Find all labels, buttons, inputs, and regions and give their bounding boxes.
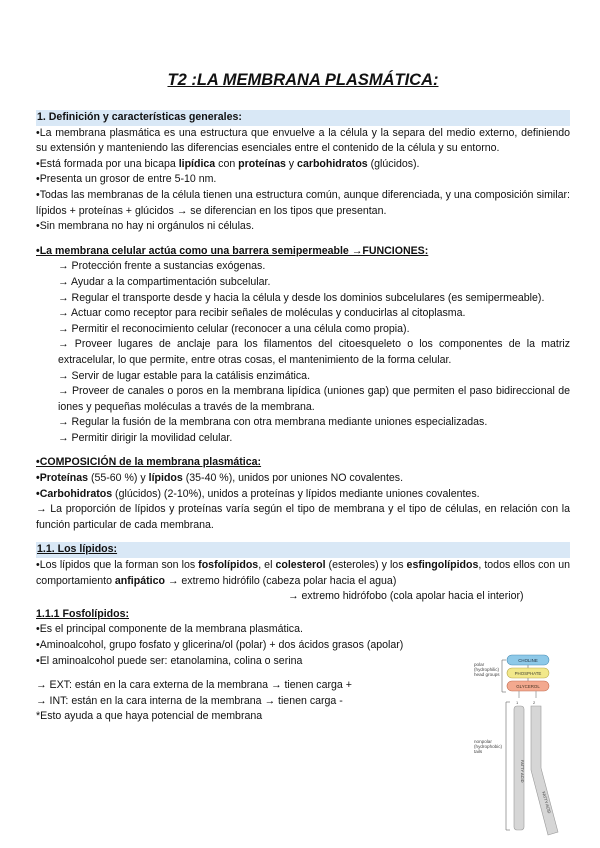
paragraph: •La membrana plasmática es una estructura que envuelve a la célula y la separa del medio externo, definiendo su extensión y manteniendo las diferencias esenciales entre el contenido de la célula y su entorno.: [36, 126, 570, 155]
paragraph: •Proteínas (55-60 %) y lípidos (35-40 %), unidos por uniones NO covalentes.: [36, 472, 404, 485]
fatty-acid-tail-2: [531, 706, 558, 835]
paragraph: •Carbohidratos (glúcidos) (2-10%), unidos a proteínas y lípidos mediante uniones covalentes.: [36, 487, 480, 500]
list-item: → Actuar como receptor para recibir señales de moléculas y conducirlas al citoplasma.: [58, 307, 466, 320]
list-item: → Servir de lugar estable para la catálisis enzimática.: [58, 369, 311, 382]
fatty-acid-label-1: FATTY ACID: [520, 760, 525, 783]
paragraph: •Sin membrana no hay ni orgánulos ni células.: [36, 220, 255, 233]
paragraph: •Es el principal componente de la membrana plasmática.: [36, 623, 303, 636]
section-heading-phospholipids: 1.1.1 Fosfolípidos:: [36, 607, 130, 620]
section-heading-functions: •La membrana celular actúa como una barrera semipermeable →FUNCIONES:: [36, 244, 429, 257]
list-item: → Ayudar a la compartimentación subcelular.: [58, 275, 271, 288]
paragraph: *Esto ayuda a que haya potencial de membrana: [36, 710, 263, 723]
section-heading-lipids: 1.1. Los lípidos:: [36, 542, 570, 558]
paragraph: → INT: están en la cara interna de la membrana → tienen carga -: [36, 694, 343, 707]
phospholipid-figure: [470, 650, 580, 840]
document-page: [36, 70, 570, 725]
list-item: → Regular la fusión de la membrana con otra membrana mediante uniones especializadas.: [58, 416, 488, 429]
fatty-acid-label-2: FATTY ACID: [541, 790, 553, 814]
paragraph: •Está formada por una bicapa lipídica con proteínas y carbohidratos (glúcidos).: [36, 157, 420, 170]
glycerol-label: GLYCEROL: [516, 684, 540, 689]
section-heading-composition: •COMPOSICIÓN de la membrana plasmática:: [36, 456, 262, 469]
paragraph: •Aminoalcohol, grupo fosfato y glicerina/ol (polar) + dos ácidos grasos (apolar): [36, 639, 404, 651]
page-title: T2 :LA MEMBRANA PLASMÁTICA:: [167, 71, 439, 89]
phospholipid-diagram: [470, 650, 580, 840]
label-polar-head: polar (hydrophilic) head groups: [474, 662, 500, 677]
paragraph: •Los lípidos que la forman son los fosfolípidos, el colesterol (esteroles) y los esfingolípidos, todos ellos con un comportamiento anfipático → extremo hidrófilo (cabeza polar hacia el agua): [36, 559, 571, 587]
list-item: → Permitir el reconocimiento celular (reconocer a una célula como propia).: [58, 322, 410, 335]
paragraph: → La proporción de lípidos y proteínas varía según el tipo de membrana y el tipo de células, en relación con la función particular de cada membrana.: [36, 503, 570, 531]
label-nonpolar-tails: nonpolar (hydrophobic) tails: [474, 739, 503, 754]
list-item: → Proveer lugares de anclaje para los filamentos del citoesqueleto o los componentes de la matriz extracelular, lo que permite, entre otras cosas, el mantenimiento de la forma celular.: [58, 338, 570, 366]
section-heading-definition: 1. Definición y características generales:: [36, 110, 570, 126]
svg-text:2: 2: [533, 700, 536, 705]
paragraph: → extremo hidrófobo (cola apolar hacia el interior): [288, 590, 524, 603]
list-item: → Proveer de canales o poros en la membrana lipídica (uniones gap) que permiten el paso bidireccional de iones y pequeñas moléculas a través de la membrana.: [58, 385, 570, 413]
svg-text:1: 1: [516, 700, 519, 705]
list-item: → Permitir dirigir la movilidad celular.: [58, 431, 233, 444]
paragraph: •El aminoalcohol puede ser: etanolamina, colina o serina: [36, 654, 303, 667]
list-item: → Regular el transporte desde y hacia la célula y desde los dominios subcelulares (es semipermeable).: [58, 291, 545, 304]
paragraph: •Todas las membranas de la célula tienen una estructura común, aunque diferenciada, y una composición similar: lípidos + proteínas + glúcidos → se diferencian en los tipos que presentan.: [36, 188, 570, 217]
choline-label: CHOLINE: [518, 658, 538, 663]
paragraph: → EXT: están en la cara externa de la membrana → tienen carga +: [36, 679, 352, 692]
phosphate-label: PHOSPHATE: [514, 671, 542, 676]
paragraph: •Presenta un grosor de entre 5-10 nm.: [36, 173, 217, 186]
functions-list: [36, 259, 570, 446]
list-item: → Protección frente a sustancias exógenas.: [58, 260, 266, 273]
